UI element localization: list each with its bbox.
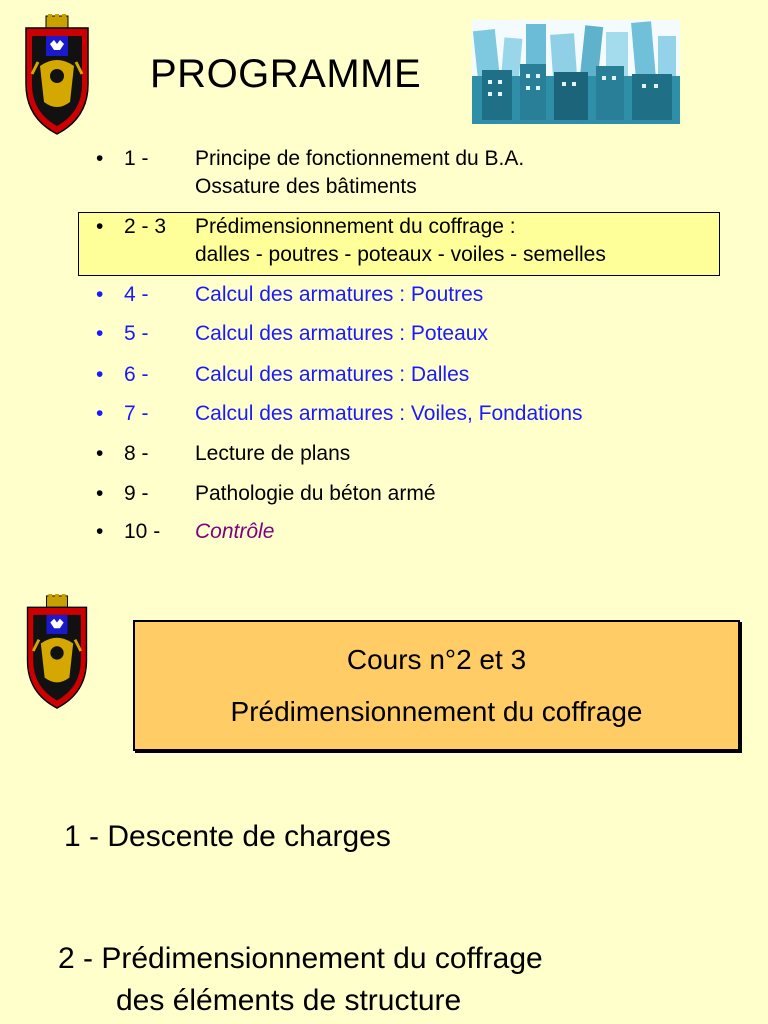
item-text: dalles - poutres - poteaux - voiles - semelles (195, 243, 606, 266)
item-text: Calcul des armatures : Poteaux (195, 322, 488, 345)
item-text: Calcul des armatures : Dalles (195, 363, 470, 386)
item-number: 9 - (124, 482, 149, 505)
bullet: • (96, 482, 104, 505)
section-heading: 2 - Prédimensionnement du coffrage (58, 942, 543, 975)
bullet: • (96, 520, 104, 543)
course-title-box (133, 620, 740, 751)
item-number: 7 - (124, 402, 149, 425)
item-number: 6 - (124, 363, 149, 386)
item-number: 5 - (124, 322, 149, 345)
page-title: PROGRAMME (150, 52, 422, 96)
item-number: 4 - (124, 283, 149, 306)
course-subject: Prédimensionnement du coffrage (230, 696, 643, 727)
bullet: • (96, 442, 104, 465)
coat-of-arms-icon (24, 14, 90, 136)
bullet: • (96, 283, 104, 306)
coat-of-arms-icon (24, 594, 90, 710)
section-heading-continuation: des éléments de structure (116, 984, 462, 1017)
item-number: 2 - 3 (124, 215, 167, 238)
item-text: Prédimensionnement du coffrage : (195, 215, 516, 238)
item-text: Calcul des armatures : Voiles, Fondations (195, 402, 583, 425)
city-skyline-icon (472, 20, 680, 129)
item-number: 10 - (124, 520, 161, 543)
item-text: Calcul des armatures : Poutres (195, 283, 484, 306)
bullet: • (96, 147, 104, 170)
item-number: 1 - (124, 147, 149, 170)
item-text: Contrôle (195, 520, 275, 543)
bullet: • (96, 322, 104, 345)
item-text: Lecture de plans (195, 442, 351, 465)
course-number: Cours n°2 et 3 (346, 644, 527, 675)
section-heading: 1 - Descente de charges (64, 820, 391, 853)
bullet: • (96, 402, 104, 425)
bullet: • (96, 215, 104, 238)
item-text: Ossature des bâtiments (195, 175, 417, 198)
item-text: Pathologie du béton armé (195, 482, 436, 505)
bullet: • (96, 363, 104, 386)
item-number: 8 - (124, 442, 149, 465)
item-text: Principe de fonctionnement du B.A. (195, 147, 525, 170)
